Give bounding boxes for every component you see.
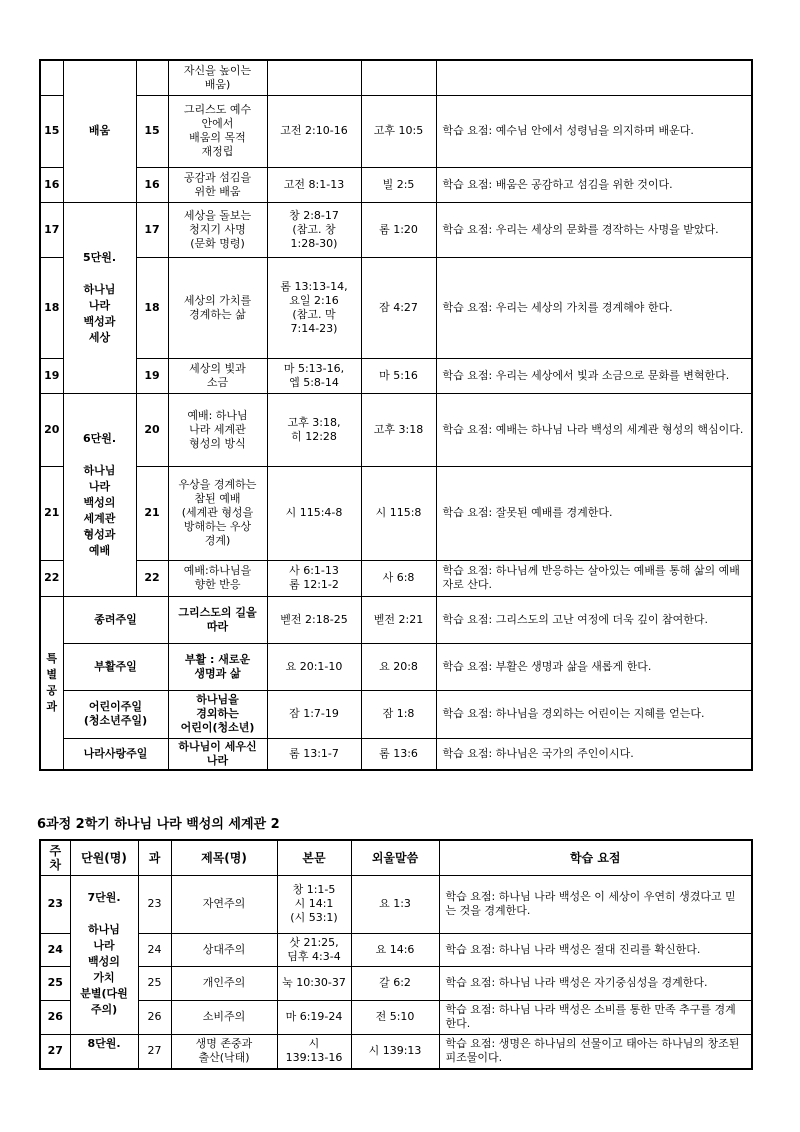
title-cell: 그리스도의 길을 따라 bbox=[168, 596, 267, 643]
table-row bbox=[40, 1000, 752, 1034]
week-cell: 24 bbox=[40, 933, 70, 966]
goal-cell: 학습 요점: 부활은 생명과 삶을 새롭게 한다. bbox=[436, 643, 752, 690]
header-unit: 단원(명) bbox=[70, 840, 138, 875]
unit-cell: 5단원. 하나님 나라 백성과 세상 bbox=[63, 202, 136, 393]
header-lesson: 과 bbox=[138, 840, 171, 875]
title-cell: 예배:하나님을 향한 반응 bbox=[168, 560, 267, 596]
week-cell: 16 bbox=[40, 167, 63, 202]
goal-cell: 학습 요점: 하나님 나라 백성은 이 세상이 우연히 생겼다고 믿는 것을 경계한다. bbox=[439, 875, 752, 933]
passage-cell: 벧전 2:18-25 bbox=[267, 596, 361, 643]
table-row bbox=[40, 966, 752, 1000]
title-cell: 자연주의 bbox=[171, 875, 277, 933]
table-row bbox=[40, 393, 752, 466]
memory-cell: 요 1:3 bbox=[351, 875, 439, 933]
memory-cell: 마 5:16 bbox=[361, 358, 436, 393]
memory-cell: 잠 1:8 bbox=[361, 690, 436, 738]
lesson-cell: 22 bbox=[136, 560, 168, 596]
lesson-cell: 20 bbox=[136, 393, 168, 466]
lesson-cell: 18 bbox=[136, 257, 168, 358]
unit-cell: 7단원. 하나님 나라 백성의 가치 분별(다원 주의) bbox=[70, 875, 138, 1034]
memory-cell: 사 6:8 bbox=[361, 560, 436, 596]
week-cell bbox=[40, 60, 63, 95]
special-lessons-label: 특 별 공 과 bbox=[40, 596, 63, 770]
unit-cell: 8단원. bbox=[70, 1034, 138, 1069]
week-cell: 20 bbox=[40, 393, 63, 466]
curriculum-table-1 bbox=[39, 59, 753, 771]
goal-cell: 학습 요점: 예수님 안에서 성령님을 의지하며 배운다. bbox=[436, 95, 752, 167]
title-cell: 세상을 돌보는 청지기 사명 (문화 명령) bbox=[168, 202, 267, 257]
lesson-cell: 15 bbox=[136, 95, 168, 167]
week-cell: 26 bbox=[40, 1000, 70, 1034]
week-cell: 22 bbox=[40, 560, 63, 596]
memory-cell: 고후 3:18 bbox=[361, 393, 436, 466]
special-name-cell: 나라사랑주일 bbox=[63, 738, 168, 770]
header-row bbox=[40, 840, 752, 875]
passage-cell: 롬 13:1-7 bbox=[267, 738, 361, 770]
goal-cell: 학습 요점: 우리는 세상의 가치를 경계해야 한다. bbox=[436, 257, 752, 358]
table-row bbox=[40, 933, 752, 966]
lesson-cell: 16 bbox=[136, 167, 168, 202]
header-goal: 학습 요점 bbox=[439, 840, 752, 875]
goal-cell: 학습 요점: 그리스도의 고난 여정에 더욱 깊이 참여한다. bbox=[436, 596, 752, 643]
title-cell: 부활 : 새로운 생명과 삶 bbox=[168, 643, 267, 690]
unit-cell: 6단원. 하나님 나라 백성의 세계관 형성과 예배 bbox=[63, 393, 136, 596]
section-title: 6과정 2학기 하나님 나라 백성의 세계관 2 bbox=[37, 817, 280, 832]
special-name-cell: 부활주일 bbox=[63, 643, 168, 690]
passage-cell: 고전 2:10-16 bbox=[267, 95, 361, 167]
title-cell: 소비주의 bbox=[171, 1000, 277, 1034]
special-row bbox=[40, 690, 752, 738]
title-cell: 상대주의 bbox=[171, 933, 277, 966]
passage-cell: 시 139:13-16 bbox=[277, 1034, 351, 1069]
memory-cell: 갈 6:2 bbox=[351, 966, 439, 1000]
week-cell: 19 bbox=[40, 358, 63, 393]
passage-cell: 고전 8:1-13 bbox=[267, 167, 361, 202]
memory-cell bbox=[361, 60, 436, 95]
passage-cell: 마 5:13-16, 엡 5:8-14 bbox=[267, 358, 361, 393]
special-name-cell: 어린이주일 (청소년주일) bbox=[63, 690, 168, 738]
table-row bbox=[40, 466, 752, 560]
table-row bbox=[40, 1034, 752, 1069]
week-cell: 17 bbox=[40, 202, 63, 257]
header-title: 제목(명) bbox=[171, 840, 277, 875]
goal-cell: 학습 요점: 배움은 공감하고 섬김을 위한 것이다. bbox=[436, 167, 752, 202]
week-cell: 21 bbox=[40, 466, 63, 560]
table-row bbox=[40, 60, 752, 95]
week-cell: 18 bbox=[40, 257, 63, 358]
memory-cell: 전 5:10 bbox=[351, 1000, 439, 1034]
passage-cell: 고후 3:18, 히 12:28 bbox=[267, 393, 361, 466]
header-passage: 본문 bbox=[277, 840, 351, 875]
goal-cell: 학습 요점: 하나님 나라 백성은 절대 진리를 확신한다. bbox=[439, 933, 752, 966]
goal-cell bbox=[436, 60, 752, 95]
lesson-cell: 25 bbox=[138, 966, 171, 1000]
lesson-cell: 27 bbox=[138, 1034, 171, 1069]
memory-cell: 요 20:8 bbox=[361, 643, 436, 690]
title-cell: 자신을 높이는 배움) bbox=[168, 60, 267, 95]
title-cell: 세상의 가치를 경계하는 삶 bbox=[168, 257, 267, 358]
goal-cell: 학습 요점: 잘못된 예배를 경계한다. bbox=[436, 466, 752, 560]
special-name-cell: 종려주일 bbox=[63, 596, 168, 643]
lesson-cell bbox=[136, 60, 168, 95]
goal-cell: 학습 요점: 하나님을 경외하는 어린이는 지혜를 얻는다. bbox=[436, 690, 752, 738]
passage-cell: 롬 13:13-14, 요일 2:16 (참고. 막 7:14-23) bbox=[267, 257, 361, 358]
passage-cell: 창 1:1-5 시 14:1 (시 53:1) bbox=[277, 875, 351, 933]
title-cell: 생명 존중과 출산(낙태) bbox=[171, 1034, 277, 1069]
goal-cell: 학습 요점: 하나님 나라 백성은 자기중심성을 경계한다. bbox=[439, 966, 752, 1000]
lesson-cell: 17 bbox=[136, 202, 168, 257]
lesson-cell: 21 bbox=[136, 466, 168, 560]
title-cell: 우상을 경계하는 참된 예배 (세계관 형성을 방해하는 우상 경계) bbox=[168, 466, 267, 560]
memory-cell: 시 115:8 bbox=[361, 466, 436, 560]
goal-cell: 학습 요점: 하나님은 국가의 주인이시다. bbox=[436, 738, 752, 770]
memory-cell: 롬 13:6 bbox=[361, 738, 436, 770]
passage-cell: 잠 1:7-19 bbox=[267, 690, 361, 738]
goal-cell: 학습 요점: 우리는 세상에서 빛과 소금으로 문화를 변혁한다. bbox=[436, 358, 752, 393]
passage-cell: 눅 10:30-37 bbox=[277, 966, 351, 1000]
table-row bbox=[40, 257, 752, 358]
title-cell: 그리스도 예수 안에서 배움의 목적 재정립 bbox=[168, 95, 267, 167]
memory-cell: 시 139:13 bbox=[351, 1034, 439, 1069]
unit-cell: 배움 bbox=[63, 60, 136, 202]
curriculum-table-2 bbox=[39, 839, 753, 1070]
memory-cell: 고후 10:5 bbox=[361, 95, 436, 167]
title-cell: 하나님을 경외하는 어린이(청소년) bbox=[168, 690, 267, 738]
special-row bbox=[40, 738, 752, 770]
memory-cell: 롬 1:20 bbox=[361, 202, 436, 257]
table-row bbox=[40, 202, 752, 257]
memory-cell: 요 14:6 bbox=[351, 933, 439, 966]
title-cell: 세상의 빛과 소금 bbox=[168, 358, 267, 393]
goal-cell: 학습 요점: 예배는 하나님 나라 백성의 세계관 형성의 핵심이다. bbox=[436, 393, 752, 466]
goal-cell: 학습 요점: 우리는 세상의 문화를 경작하는 사명을 받았다. bbox=[436, 202, 752, 257]
table-row bbox=[40, 875, 752, 933]
lesson-cell: 26 bbox=[138, 1000, 171, 1034]
header-memory: 외울말씀 bbox=[351, 840, 439, 875]
lesson-cell: 24 bbox=[138, 933, 171, 966]
week-cell: 27 bbox=[40, 1034, 70, 1069]
memory-cell: 벧전 2:21 bbox=[361, 596, 436, 643]
memory-cell: 잠 4:27 bbox=[361, 257, 436, 358]
week-cell: 25 bbox=[40, 966, 70, 1000]
title-cell: 공감과 섬김을 위한 배움 bbox=[168, 167, 267, 202]
lesson-cell: 19 bbox=[136, 358, 168, 393]
passage-cell: 마 6:19-24 bbox=[277, 1000, 351, 1034]
passage-cell: 사 6:1-13 롬 12:1-2 bbox=[267, 560, 361, 596]
goal-cell: 학습 요점: 생명은 하나님의 선물이고 태아는 하나님의 창조된 피조물이다. bbox=[439, 1034, 752, 1069]
table-row bbox=[40, 167, 752, 202]
passage-cell: 창 2:8-17 (참고. 창 1:28-30) bbox=[267, 202, 361, 257]
passage-cell: 요 20:1-10 bbox=[267, 643, 361, 690]
special-row bbox=[40, 643, 752, 690]
header-week: 주 차 bbox=[40, 840, 70, 875]
special-row bbox=[40, 596, 752, 643]
title-cell: 개인주의 bbox=[171, 966, 277, 1000]
week-cell: 15 bbox=[40, 95, 63, 167]
passage-cell: 삿 21:25, 딤후 4:3-4 bbox=[277, 933, 351, 966]
title-cell: 하나님이 세우신 나라 bbox=[168, 738, 267, 770]
week-cell: 23 bbox=[40, 875, 70, 933]
lesson-cell: 23 bbox=[138, 875, 171, 933]
passage-cell bbox=[267, 60, 361, 95]
passage-cell: 시 115:4-8 bbox=[267, 466, 361, 560]
table-row bbox=[40, 560, 752, 596]
goal-cell: 학습 요점: 하나님 나라 백성은 소비를 통한 만족 추구를 경계한다. bbox=[439, 1000, 752, 1034]
table-row bbox=[40, 95, 752, 167]
memory-cell: 빌 2:5 bbox=[361, 167, 436, 202]
table-row bbox=[40, 358, 752, 393]
goal-cell: 학습 요점: 하나님께 반응하는 살아있는 예배를 통해 삶의 예배자로 산다. bbox=[436, 560, 752, 596]
title-cell: 예배: 하나님 나라 세계관 형성의 방식 bbox=[168, 393, 267, 466]
